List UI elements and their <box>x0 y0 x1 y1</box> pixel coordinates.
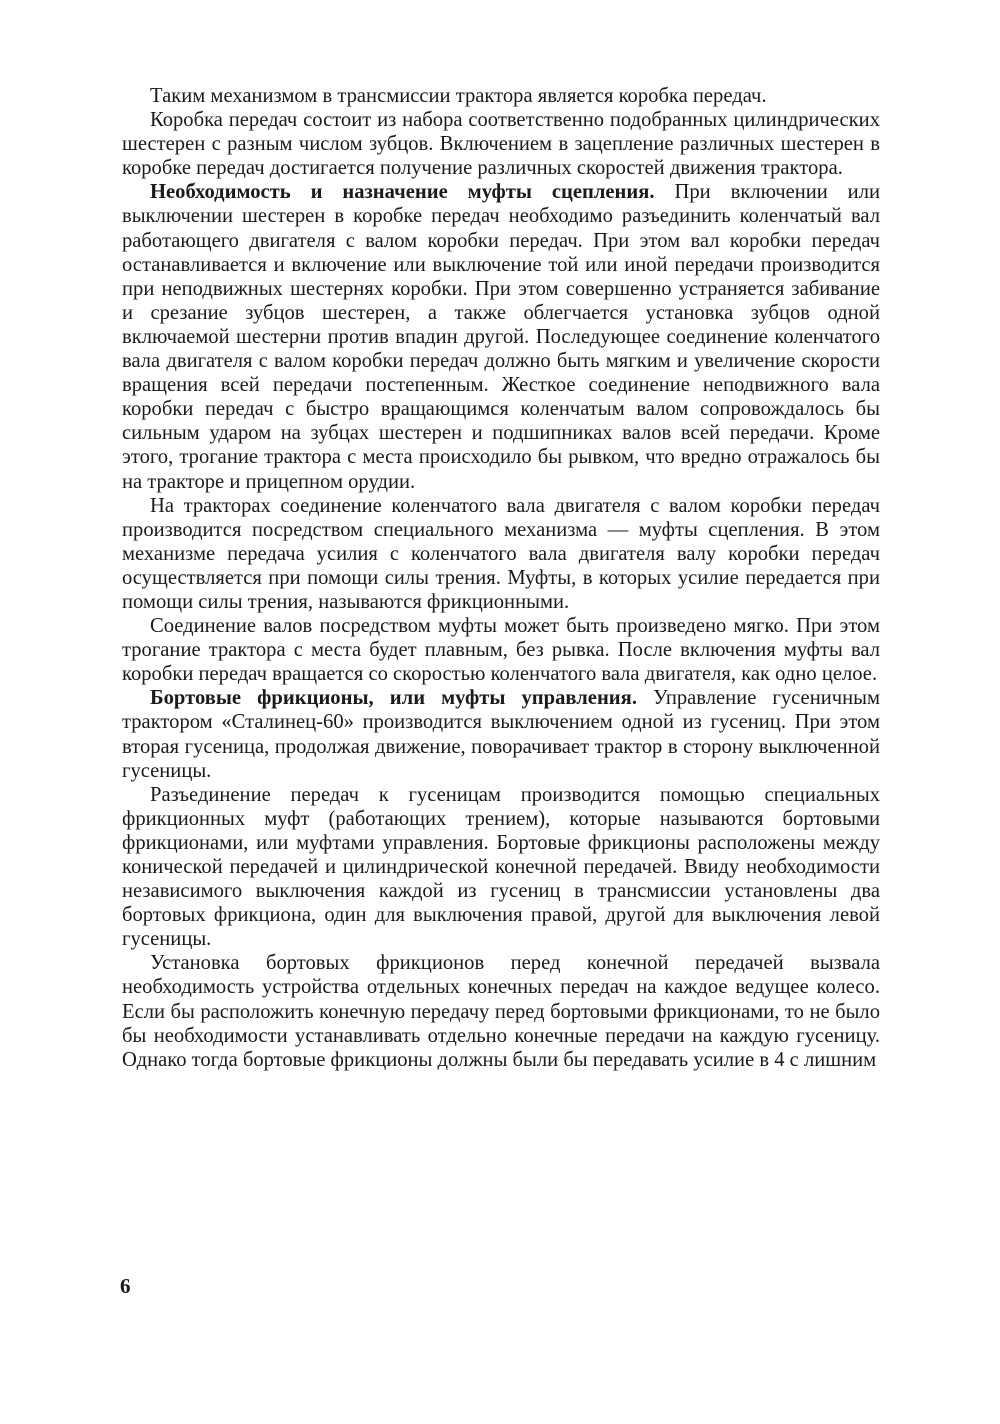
paragraph-text: Таким механизмом в трансмиссии трактора является коробка передач. <box>150 85 767 107</box>
paragraph-3 <box>122 180 880 493</box>
paragraph-text: Установка бортовых фрикционов перед конечной передачей вызвала необходимость устройства отдельных конечных передач на каждое ведущее колесо. Если бы расположить конечную передачу перед бортовыми фрикционами, то не было бы необходимости устанавливать отдельно конечные передачи на каждую гусеницу. Однако тогда бортовые фрикционы должны были бы передавать усилие в 4 с лишним <box>122 952 880 1071</box>
paragraph-8 <box>122 951 880 1071</box>
paragraph-1 <box>122 84 880 108</box>
paragraph-text: Коробка передач состоит из набора соответственно подобранных цилиндрических шестерен с разным числом зубцов. Включением в зацепление различных шестерен в коробке передач достигается получение различных скоростей движения трактора. <box>122 109 880 180</box>
document-page <box>122 84 880 1072</box>
paragraph-5 <box>122 614 880 686</box>
paragraph-text: При включении или выключении шестерен в коробке передач необходимо разъединить коленчатый вал работающего двигателя с валом коробки передач. При этом вал коробки передач останавливается и включение или выключение той или иной передачи производится при неподвижных шестернях коробки. При этом совершенно устраняется забивание и срезание зубцов шестерен, а также облегчается установка зубцов одной включаемой шестерни против впадин другой. Последующее соединение коленчатого вала двигателя с валом коробки передач должно быть мягким и увеличение скорости вращения всей передачи постепенным. Жесткое соединение неподвижного вала коробки передач с быстро вращающимся коленчатым валом сопровождалось бы сильным ударом на зубцах шестерен и подшипниках валов всей передачи. Кроме этого, трогание трактора с места происходило бы рывком, что вредно отражалось бы на тракторе и прицепном орудии. <box>122 181 880 493</box>
paragraph-text: Управление гусеничным трактором «Сталинец-60» производится выключением одной из гусениц. При этом вторая гусеница, продолжая движение, поворачивает трактор в сторону выключенной гусеницы. <box>122 687 880 782</box>
page-number: 6 <box>120 1274 131 1298</box>
paragraph-text: Разъединение передач к гусеницам производится помощью специальных фрикционных муфт (работающих трением), которые называются бортовыми фрикционами, или муфтами управления. Бортовые фрикционы расположены между конической передачей и цилиндрической конечной передачей. Ввиду необходимости независимого выключения каждой из гусениц в трансмиссии установлены два бортовых фрикциона, один для выключения правой, другой для выключения левой гусеницы. <box>122 783 880 951</box>
paragraph-4 <box>122 494 880 614</box>
section-heading-clutch: Необходимость и назначение муфты сцепления. <box>150 181 655 204</box>
section-heading-steering-clutches: Бортовые фрикционы, или муфты управления. <box>150 687 637 710</box>
paragraph-6 <box>122 686 880 782</box>
paragraph-2 <box>122 108 880 180</box>
paragraph-text: Соединение валов посредством муфты может быть произведено мягко. При этом трогание трактора с места будет плавным, без рывка. После включения муфты вал коробки передач вращается со скоростью коленчатого вала двигателя, как одно целое. <box>122 615 880 686</box>
paragraph-7 <box>122 783 880 952</box>
paragraph-text: На тракторах соединение коленчатого вала двигателя с валом коробки передач производится посредством специального механизма — муфты сцепления. В этом механизме передача усилия с коленчатого вала двигателя валу коробки передач осуществляется при помощи силы трения. Муфты, в которых усилие передается при помощи силы трения, называются фрикционными. <box>122 494 880 613</box>
